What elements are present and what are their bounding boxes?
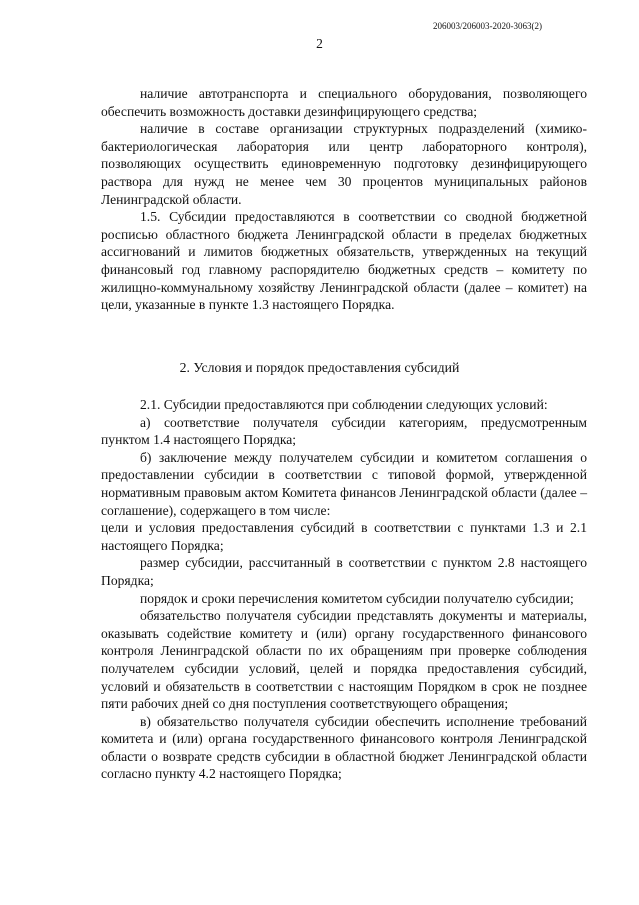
paragraph-2-1-b: б) заключение между получателем субсидии и комитетом соглашения о предоставлении субсидии в соответствии с типовой формой, утвержденной нормативным правовым актом Комитета финансов Ленинградской области (далее – соглашение), содержащего в том числе: bbox=[101, 449, 587, 518]
paragraph-obligation-documents: обязательство получателя субсидии представлять документы и материалы, оказывать содействие комитету и (или) органу государственного финансового контроля Ленинградской области по их обращениям при проверке соблюдения получателем субсидии условий, целей и порядка предоставления субсидий, условий и обязательств в соответствии с настоящим Порядком в срок не позднее пяти рабочих дней со дня поступления соответствующего обращения; bbox=[101, 608, 587, 712]
text-block-1 bbox=[101, 85, 587, 314]
paragraph-1-5: 1.5. Субсидии предоставляются в соответствии со сводной бюджетной росписью областного бюджета Ленинградской области в пределах бюджетных ассигнований и лимитов бюджетных обязательств, утвержденных на текущий финансовый год главному распорядителю бюджетных средств – комитету по жилищно-коммунальному хозяйству Ленинградской области (далее – комитет) на цели, указанные в пункте 1.3 настоящего Порядка. bbox=[101, 209, 587, 313]
paragraph-transport: наличие автотранспорта и специального оборудования, позволяющего обеспечить возможность доставки дезинфицирующего средства; bbox=[101, 86, 587, 119]
paragraph-2-1-v: в) обязательство получателя субсидии обеспечить исполнение требований комитета и (или) органа государственного финансового контроля Ленинградской области о возврате средств субсидии в областной бюджет Ленинградской области согласно пункту 4.2 настоящего Порядка; bbox=[101, 713, 587, 782]
paragraph-lab-units: наличие в составе организации структурных подразделений (химико-бактериологическая лаборатория или центр лабораторного контроля), позволяющих осуществить единовременную подготовку дезинфицирующего раствора для нужд не менее чем 30 процентов муниципальных районов Ленинградской области. bbox=[101, 121, 587, 207]
section-heading: 2. Условия и порядок предоставления субсидий bbox=[179, 360, 460, 375]
paragraph-transfer-terms: порядок и сроки перечисления комитетом субсидии получателю субсидии; bbox=[140, 590, 574, 606]
paragraph-2-1: 2.1. Субсидии предоставляются при соблюдении следующих условий: bbox=[140, 397, 548, 412]
paragraph-2-1-a: а) соответствие получателя субсидии категориям, предусмотренным пунктом 1.4 настоящего Порядка; bbox=[101, 414, 587, 448]
text-block-2 bbox=[101, 396, 587, 783]
page-number: 2 bbox=[316, 36, 323, 51]
paragraph-goals: цели и условия предоставления субсидий в соответствии с пунктами 1.3 и 2.1 настоящего Порядка; bbox=[101, 520, 587, 553]
document-id: 206003/206003-2020-3063(2) bbox=[433, 21, 542, 31]
paragraph-amount: размер субсидии, рассчитанный в соответствии с пунктом 2.8 настоящего Порядка; bbox=[101, 555, 587, 588]
